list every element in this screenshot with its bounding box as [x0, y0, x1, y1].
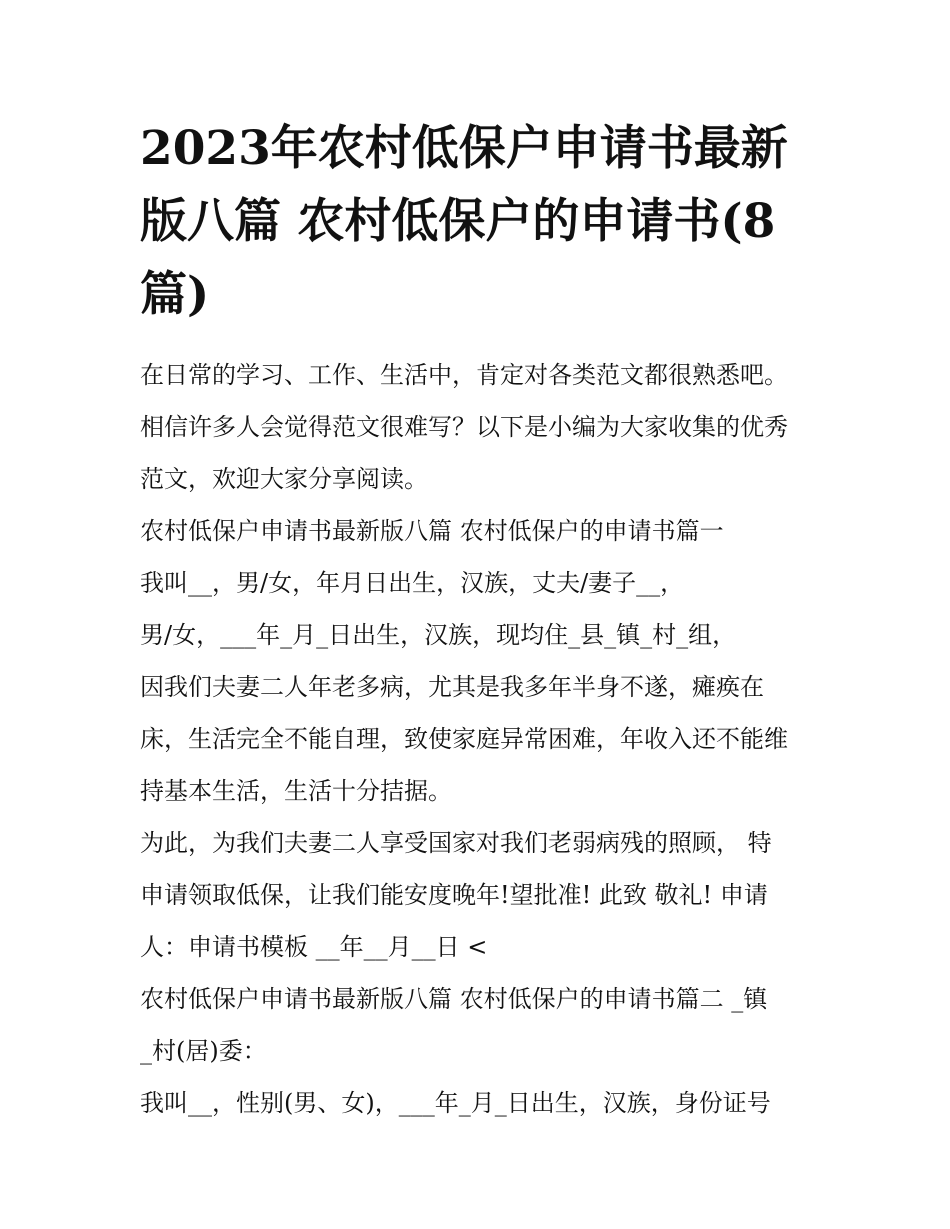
title-line: 2023年农村低保户申请书最新	[140, 121, 788, 176]
body-line: 我叫__，性别(男、女)，___年_月_日出生，汉族，身份证号	[140, 1089, 771, 1117]
title-line: 版八篇 农村低保户的申请书(8	[140, 194, 776, 249]
body-line: 床，生活完全不能自理，致使家庭异常困难，年收入还不能维	[140, 725, 788, 753]
body-line: 因我们夫妻二人年老多病，尤其是我多年半身不遂，瘫痪在	[140, 673, 764, 701]
body-line: 在日常的学习、工作、生活中，肯定对各类范文都很熟悉吧。	[140, 361, 788, 389]
document-title	[140, 112, 820, 331]
body-line: 人：申请书模板 __年__月__日 <	[140, 933, 488, 961]
document-body	[140, 349, 820, 1129]
document-page	[140, 112, 820, 1129]
section-heading-1: 农村低保户申请书最新版八篇 农村低保户的申请书篇一	[140, 517, 724, 545]
body-line: 申请领取低保，让我们能安度晚年!望批准! 此致 敬礼! 申请	[140, 881, 768, 909]
section-heading-2: 农村低保户申请书最新版八篇 农村低保户的申请书篇二 _镇	[140, 985, 768, 1013]
title-line: 篇)	[140, 267, 210, 322]
body-line: 为此，为我们夫妻二人享受国家对我们老弱病残的照顾， 特	[140, 829, 772, 857]
body-line: 男/女，___年_月_日出生，汉族，现均住_县_镇_村_组，	[140, 621, 737, 649]
body-line: 范文，欢迎大家分享阅读。	[140, 465, 428, 493]
body-line: 相信许多人会觉得范文很难写？以下是小编为大家收集的优秀	[140, 413, 788, 441]
body-line: _村(居)委：	[140, 1037, 267, 1065]
body-line: 我叫__，男/女，年月日出生，汉族，丈夫/妻子__，	[140, 569, 685, 597]
body-line: 持基本生活，生活十分拮据。	[140, 777, 452, 805]
